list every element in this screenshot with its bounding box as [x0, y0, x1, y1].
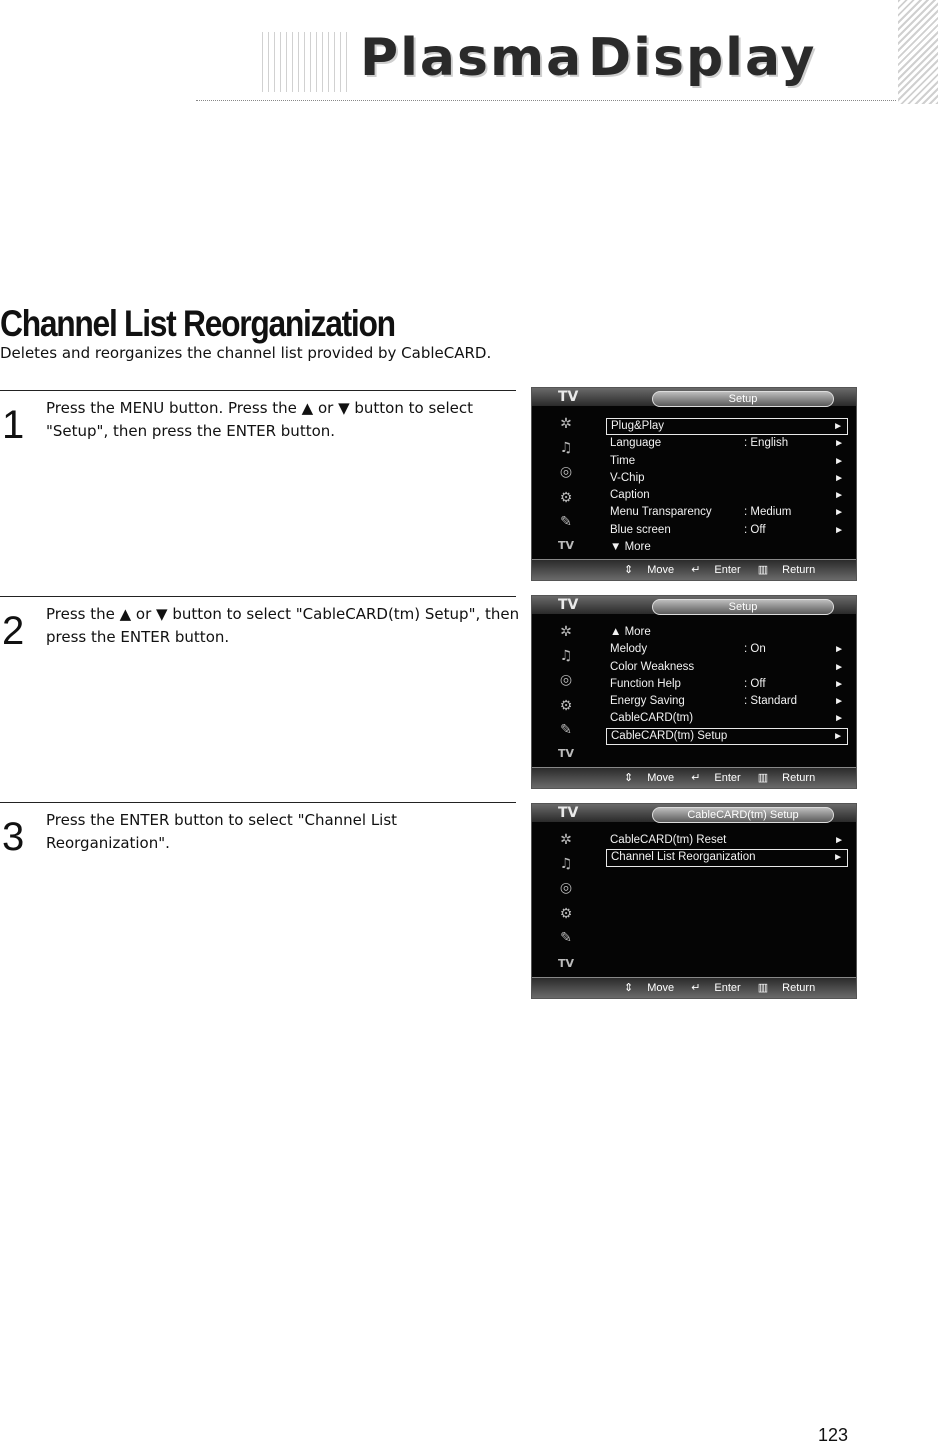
menu-item-function-help[interactable]	[606, 676, 848, 693]
osd-screen-3	[531, 803, 857, 999]
menu-item-label: Melody	[610, 643, 648, 656]
picture-icon: ✲	[560, 624, 572, 640]
menu-item-value: : Off	[744, 677, 766, 690]
sound-icon: ♫	[559, 856, 573, 872]
osd-menu-list	[606, 832, 848, 867]
input-icon: ✎	[560, 930, 572, 946]
menu-item-label: ▼ More	[610, 541, 651, 554]
banner-word-plasma: Plasma	[360, 28, 584, 88]
menu-item-label: V-Chip	[610, 471, 645, 484]
osd-menu-list	[606, 624, 848, 745]
menu-item-color-weakness[interactable]	[606, 659, 848, 676]
return-icon: ▥	[757, 982, 769, 994]
arrow-right-icon: ►	[833, 730, 843, 742]
page-title: Channel List Reorganization	[0, 302, 395, 344]
arrow-right-icon: ►	[834, 507, 844, 519]
help-move: Move	[647, 772, 675, 784]
osd-help-text	[624, 563, 852, 577]
move-icon: ⇕	[624, 772, 634, 784]
menu-item-label: Channel List Reorganization	[611, 851, 756, 864]
menu-item-plug-play[interactable]	[606, 418, 848, 435]
input-icon: ✎	[560, 722, 572, 738]
channel-icon: ◎	[559, 464, 573, 480]
channel-icon: ◎	[559, 672, 573, 688]
menu-item-value: : On	[744, 643, 766, 656]
arrow-right-icon: ►	[834, 455, 844, 467]
menu-item-value: : Standard	[744, 695, 798, 708]
osd-menu-tab: Setup	[652, 599, 834, 615]
sound-icon: ♫	[559, 440, 573, 456]
osd-menu-tab: Setup	[652, 391, 834, 407]
arrow-right-icon: ►	[833, 852, 843, 864]
arrow-right-icon: ►	[834, 490, 844, 502]
input-icon: ✎	[560, 514, 572, 530]
menu-item-energy-saving[interactable]	[606, 693, 848, 710]
menu-item-label: Energy Saving	[610, 695, 685, 708]
enter-icon: ↵	[691, 772, 701, 784]
step-instruction: Press the ▲ or ▼ button to select "CableCARD(tm) Setup", then press the ENTER button.	[46, 605, 520, 646]
menu-item-value: : English	[744, 437, 789, 450]
help-move: Move	[647, 982, 675, 994]
osd-help-bar	[532, 559, 856, 580]
help-return: Return	[782, 772, 816, 784]
picture-icon: ✲	[560, 832, 572, 848]
menu-item-cablecard[interactable]	[606, 710, 848, 727]
help-move: Move	[647, 564, 675, 576]
menu-item-menu-transparency[interactable]	[606, 504, 848, 521]
setup-icon: ⚙	[559, 490, 573, 506]
banner-rule	[196, 100, 896, 102]
menu-item-label: Language	[610, 437, 662, 450]
menu-item-label: CableCARD(tm) Reset	[610, 834, 727, 846]
osd-title-bar	[532, 596, 856, 614]
return-icon: ▥	[757, 564, 769, 576]
banner-word-display: Display	[588, 28, 817, 88]
menu-item-label: CableCARD(tm)	[610, 712, 694, 725]
header-banner	[0, 0, 938, 110]
arrow-right-icon: ►	[834, 472, 844, 484]
arrow-right-icon: ►	[834, 644, 844, 656]
menu-item-more[interactable]	[606, 624, 848, 641]
help-return: Return	[782, 564, 816, 576]
menu-item-value: : Off	[744, 523, 766, 536]
menu-item-caption[interactable]	[606, 487, 848, 504]
menu-item-time[interactable]	[606, 453, 848, 470]
menu-item-cablecard-reset[interactable]	[606, 832, 848, 849]
step-1	[0, 390, 516, 571]
page-number: 123	[818, 1425, 849, 1445]
menu-item-v-chip[interactable]	[606, 470, 848, 487]
menu-item-label: Blue screen	[610, 523, 671, 536]
menu-item-label: CableCARD(tm) Setup	[611, 729, 728, 742]
step-number: 3	[2, 815, 25, 859]
osd-title-bar	[532, 388, 856, 406]
menu-item-label: Menu Transparency	[610, 506, 712, 519]
setup-icon: ⚙	[559, 906, 573, 922]
osd-sidebar	[552, 412, 578, 562]
help-enter: Enter	[714, 564, 741, 576]
help-enter: Enter	[714, 982, 741, 994]
arrow-right-icon: ►	[834, 524, 844, 536]
menu-item-value: : Medium	[744, 506, 792, 519]
step-3	[0, 802, 516, 983]
banner-decoration	[262, 32, 352, 92]
menu-item-cablecard-setup[interactable]	[606, 728, 848, 745]
move-icon: ⇕	[624, 982, 634, 994]
step-2	[0, 596, 520, 777]
osd-menu-tab: CableCARD(tm) Setup	[652, 807, 834, 823]
menu-item-melody[interactable]	[606, 641, 848, 658]
tv-icon: TV	[557, 747, 575, 760]
step-instruction: Press the MENU button. Press the ▲ or ▼ button to select "Setup", then press the ENTER button.	[46, 399, 474, 440]
enter-icon: ↵	[691, 982, 701, 994]
osd-menu-list	[606, 418, 848, 556]
banner-corner-decoration	[898, 0, 938, 104]
move-icon: ⇕	[624, 564, 634, 576]
menu-item-label: Time	[610, 454, 636, 467]
tv-icon: TV	[557, 957, 575, 970]
osd-help-text	[624, 981, 852, 995]
menu-item-label: Plug&Play	[611, 420, 665, 432]
osd-sidebar	[552, 828, 578, 978]
channel-icon: ◎	[559, 880, 573, 896]
menu-item-label: Function Help	[610, 677, 681, 690]
osd-help-bar	[532, 977, 856, 998]
menu-item-label: Color Weakness	[610, 660, 695, 673]
picture-icon: ✲	[560, 416, 572, 432]
step-number: 1	[2, 403, 25, 447]
osd-screen-1	[531, 387, 857, 581]
osd-help-text	[624, 771, 852, 785]
tv-icon: TV	[557, 539, 575, 552]
menu-item-more[interactable]	[606, 539, 848, 556]
menu-item-channel-list-reorganization[interactable]	[606, 849, 848, 866]
arrow-right-icon: ►	[833, 421, 843, 432]
osd-tv-badge: TV	[558, 597, 579, 613]
osd-title-bar	[532, 804, 856, 822]
menu-item-label: ▲ More	[610, 626, 651, 638]
osd-tv-badge: TV	[558, 389, 579, 405]
arrow-right-icon: ►	[834, 678, 844, 690]
menu-item-language[interactable]	[606, 435, 848, 452]
arrow-right-icon: ►	[834, 713, 844, 725]
menu-item-label: Caption	[610, 489, 650, 502]
osd-tv-badge: TV	[558, 805, 579, 821]
setup-icon: ⚙	[559, 698, 573, 714]
arrow-right-icon: ►	[834, 835, 844, 846]
osd-sidebar	[552, 620, 578, 770]
intro-text: Deletes and reorganizes the channel list provided by CableCARD.	[0, 344, 492, 362]
help-enter: Enter	[714, 772, 741, 784]
arrow-right-icon: ►	[834, 438, 844, 450]
osd-screen-2	[531, 595, 857, 789]
enter-icon: ↵	[691, 564, 701, 576]
arrow-right-icon: ►	[834, 696, 844, 708]
return-icon: ▥	[757, 772, 769, 784]
step-instruction: Press the ENTER button to select "Channel List Reorganization".	[46, 811, 398, 852]
osd-help-bar	[532, 767, 856, 788]
menu-item-blue-screen[interactable]	[606, 522, 848, 539]
step-number: 2	[2, 609, 25, 653]
sound-icon: ♫	[559, 648, 573, 664]
arrow-right-icon: ►	[834, 661, 844, 673]
help-return: Return	[782, 982, 816, 994]
